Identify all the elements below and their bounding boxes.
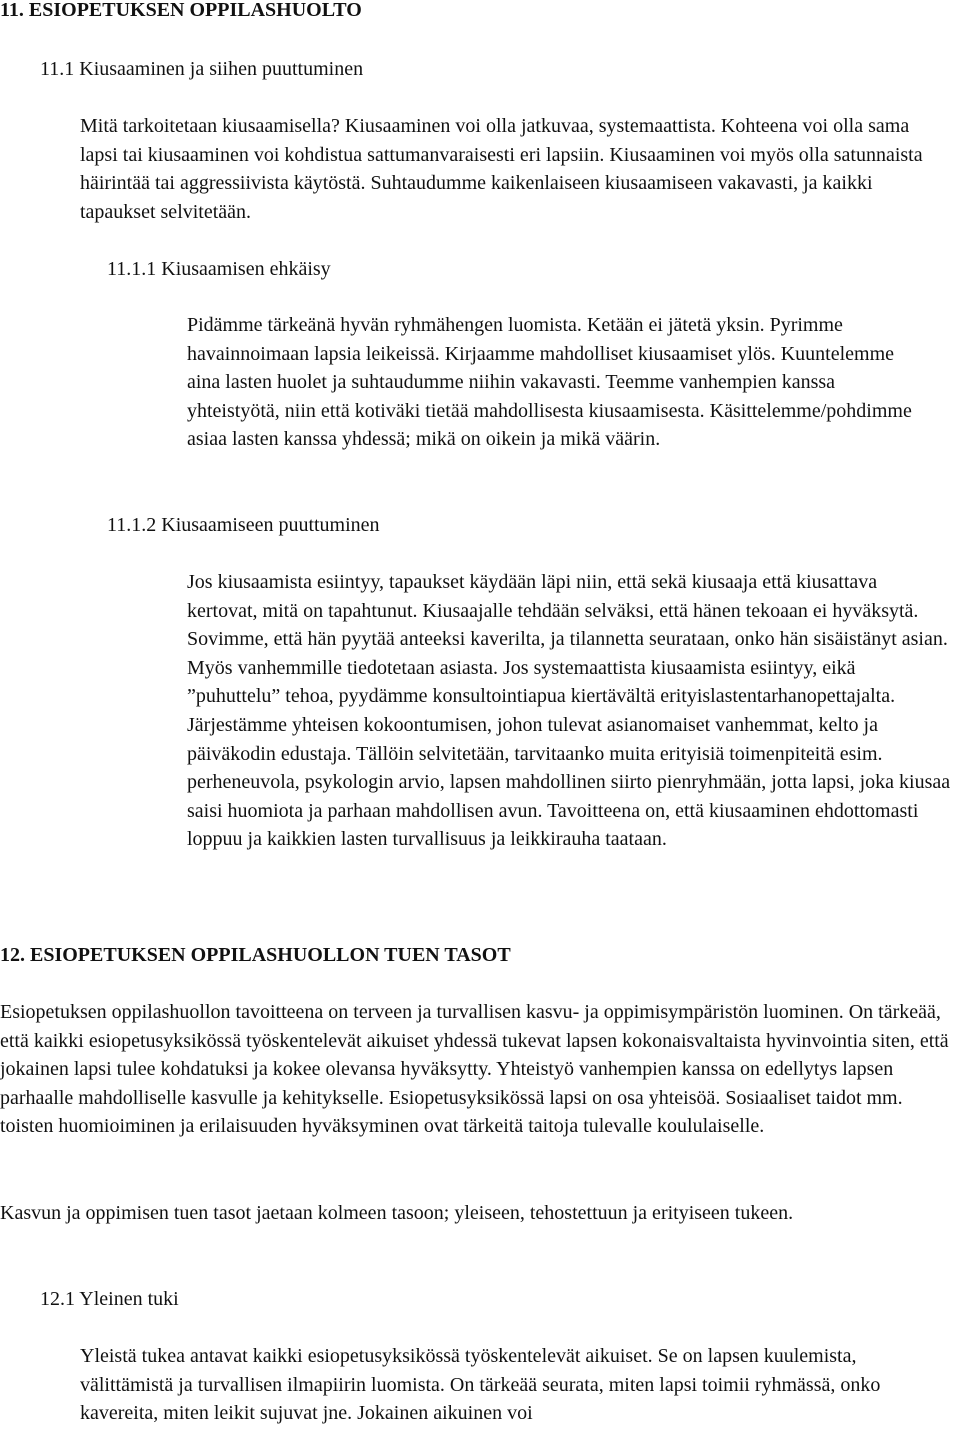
section-12-1-heading: 12.1 Yleinen tuki [40, 1288, 179, 1310]
section-11-1-heading: 11.1 Kiusaaminen ja siihen puuttuminen [40, 58, 364, 80]
section-11-1-1-paragraph: Pidämme tärkeänä hyvän ryhmähengen luomista. Ketään ei jätetä yksin. Pyrimme havainnoimaan lapsia leikeissä. Kirjaamme mahdolliset kiusaamiset ylös. Kuuntelemme aina lasten huolet ja suhtaudumme niihin vakavasti. Teemme vanhempien kanssa yhteistyötä, niin että kotiväki tietää mahdollisesta kiusaamisesta. Käsittelemme/pohdimme asiaa lasten kanssa yhdessä; mikä on oikein ja mikä väärin. [187, 314, 912, 451]
section-12-heading: 12. ESIOPETUKSEN OPPILASHUOLLON TUEN TASOT [0, 944, 511, 966]
section-11-1-2-heading: 11.1.2 Kiusaamiseen puuttuminen [107, 514, 380, 536]
section-11-1-paragraph: Mitä tarkoitetaan kiusaamisella? Kiusaaminen voi olla jatkuvaa, systemaattista. Kohteena voi olla sama lapsi tai kiusaaminen voi kohdistua sattumanvaraisesti eri lapsiin. Kiusaaminen voi myös olla satunnaista häirintää tai aggressiivista käytöstä. Suhtaudumme kaikenlaiseen kiusaamiseen vakavasti, ja kaikki tapaukset selvitetään. [80, 115, 923, 223]
section-12-paragraph-1: Esiopetuksen oppilashuollon tavoitteena on terveen ja turvallisen kasvu- ja oppimisympäristön luominen. On tärkeää, että kaikki esiopetusyksikössä työskentelevät aikuiset yhdessä tukevat lapsen kokonaisvaltaista hyvinvointia siten, että jokainen lapsi tulee kohdatuksi ja kokee olevansa hyväksytty. Yhteistyö vanhempien kanssa on edellytys lapsen parhaalle mahdolliselle kasvulle ja kehitykselle. Esiopetusyksikössä lapsi on osa yhteisöä. Sosiaaliset taidot mm. toisten huomioiminen ja erilaisuuden hyväksyminen ovat tärkeitä taitoja tulevalle koululaiselle. [0, 1001, 949, 1138]
section-12-1-paragraph: Yleistä tukea antavat kaikki esiopetusyksikössä työskentelevät aikuiset. Se on lapsen kuulemista, välittämistä ja turvallisen ilmapiirin luomista. On tärkeää seurata, miten lapsi toimii ryhmässä, onko kavereita, miten leikit sujuvat jne. Jokainen aikuinen voi [80, 1345, 881, 1425]
section-11-1-2-paragraph: Jos kiusaamista esiintyy, tapaukset käydään läpi niin, että sekä kiusaaja että kiusattava kertovat, mitä on tapahtunut. Kiusaajalle tehdään selväksi, että hänen tekoaan ei hyväksytä. Sovimme, että hän pyytää anteeksi kaverilta, ja tilannetta seurataan, onko hän sisäistänyt asian. Myös vanhemmille tiedotetaan asiasta. Jos systemaattista kiusaamista esiintyy, eikä ”puhuttelu” tehoa, pyydämme konsultointiapua kiertävältä erityislastentarhanopettajalta. Järjestämme yhteisen kokoontumisen, johon tulevat asianomaiset vanhemmat, kelto ja päiväkodin edustaja. Tällöin selvitetään, tarvitaanko muita erityisiä toimenpiteitä esim. perheneuvola, psykologin arvio, lapsen mahdollinen siirto pienryhmään, jotta lapsi, joka kiusaa saisi huomiota ja parhaan mahdollisen avun. Tavoitteena on, että kiusaaminen ehdottomasti loppuu ja kaikkien lasten turvallisuus ja leikkirauha taataan. [187, 571, 951, 851]
section-11-heading: 11. ESIOPETUKSEN OPPILASHUOLTO [0, 0, 362, 21]
section-12-paragraph-2: Kasvun ja oppimisen tuen tasot jaetaan kolmeen tasoon; yleiseen, tehostettuun ja erityiseen tukeen. [0, 1202, 794, 1224]
section-11-1-1-heading: 11.1.1 Kiusaamisen ehkäisy [107, 258, 331, 280]
